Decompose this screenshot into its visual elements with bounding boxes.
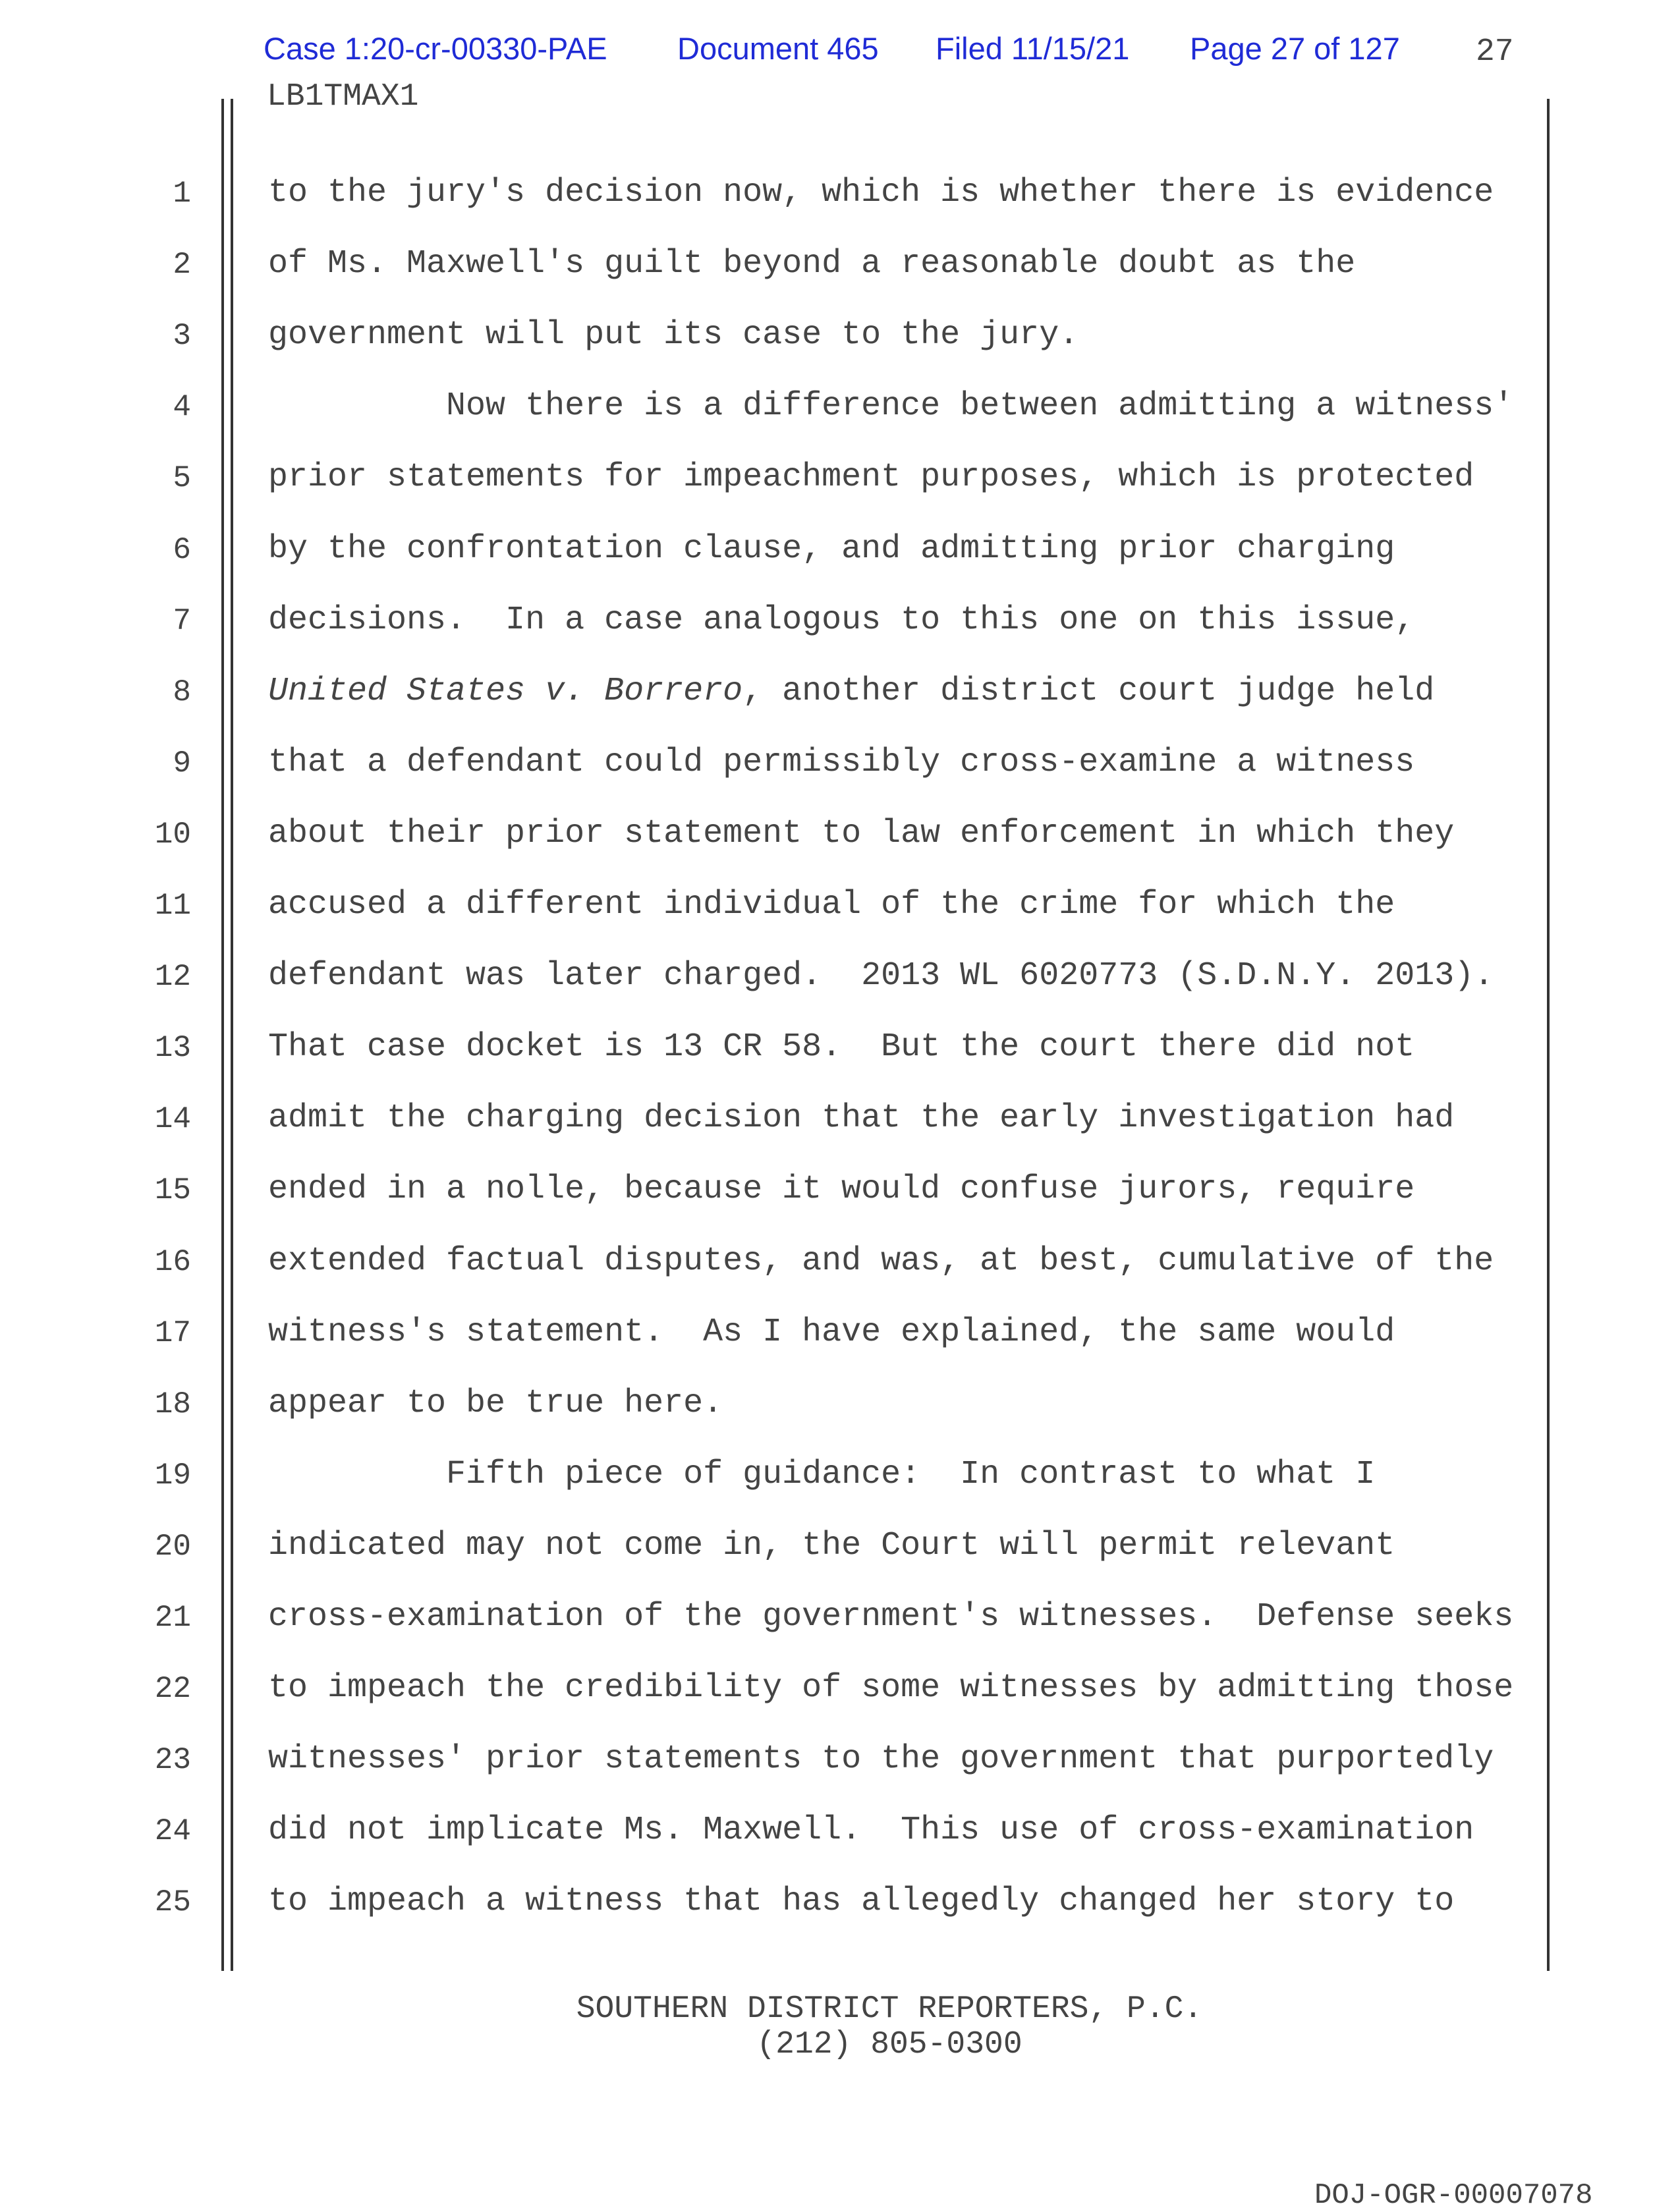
line-number: 7 [173,604,191,638]
transcript-line [268,673,1434,710]
transcript-line: accused a different individual of the crime for which the [268,886,1395,924]
transcript-case-id: LB1TMAX1 [267,79,419,115]
ecf-case-number: Case 1:20-cr-00330-PAE [264,31,607,66]
line-number: 19 [154,1458,191,1493]
line-number: 13 [154,1031,191,1065]
transcript-line: That case docket is 13 CR 58. But the court there did not [268,1028,1415,1066]
line-number: 14 [154,1102,191,1136]
transcript-line: by the confrontation clause, and admitting prior charging [268,530,1395,568]
line-number: 3 [173,319,191,353]
transcript-line: that a defendant could permissibly cross-examine a witness [268,744,1415,781]
transcript-line: defendant was later charged. 2013 WL 6020773 (S.D.N.Y. 2013). [268,957,1494,995]
line-number: 24 [154,1814,191,1848]
right-margin-rule [1547,99,1550,1971]
transcript-line: government will put its case to the jury. [268,316,1079,354]
line-number: 16 [154,1245,191,1279]
transcript-line: about their prior statement to law enforcement in which they [268,815,1455,852]
left-margin-rule-inner [231,99,233,1971]
line-number: 15 [154,1173,191,1207]
line-number: 22 [154,1672,191,1706]
transcript-line: cross-examination of the government's witnesses. Defense seeks [268,1598,1514,1636]
bates-number: DOJ-OGR-00007078 [1314,2179,1593,2212]
line-number: 20 [154,1530,191,1564]
left-margin-rule-outer [221,99,224,1971]
transcript-line: decisions. In a case analogous to this one on this issue, [268,601,1415,639]
line-number: 9 [173,746,191,781]
transcript-line: admit the charging decision that the early investigation had [268,1099,1455,1137]
transcript-line: ended in a nolle, because it would confuse jurors, require [268,1171,1415,1208]
line-number: 8 [173,675,191,709]
footer-phone: (212) 805-0300 [756,2027,1022,2062]
line-number: 10 [154,817,191,852]
line-number: 11 [154,889,191,923]
case-citation: United States v. Borrero [268,673,743,710]
transcript-line: Fifth piece of guidance: In contrast to what I [268,1456,1376,1493]
transcript-line: indicated may not come in, the Court will permit relevant [268,1527,1395,1564]
ecf-filed-date: Filed 11/15/21 [936,31,1130,66]
transcript-line: prior statements for impeachment purposes, which is protected [268,458,1474,496]
line-number: 23 [154,1743,191,1777]
line-number: 21 [154,1601,191,1635]
transcript-line: witness's statement. As I have explained, the same would [268,1313,1395,1351]
line-number: 17 [154,1316,191,1350]
line-number: 5 [173,461,191,495]
transcript-line: to impeach a witness that has allegedly changed her story to [268,1883,1455,1920]
line-number: 2 [173,248,191,282]
ecf-page-count: Page 27 of 127 [1190,31,1400,66]
transcript-line: to impeach the credibility of some witnesses by admitting those [268,1669,1514,1707]
transcript-line: to the jury's decision now, which is whether there is evidence [268,174,1494,211]
transcript-page-number: 27 [1476,34,1514,70]
transcript-line: did not implicate Ms. Maxwell. This use of cross-examination [268,1811,1474,1849]
line-number: 12 [154,960,191,994]
transcript-line-text: , another district court judge held [742,673,1435,710]
transcript-line: of Ms. Maxwell's guilt beyond a reasonable doubt as the [268,245,1356,283]
line-number: 1 [173,177,191,211]
transcript-line: appear to be true here. [268,1385,723,1422]
transcript-line: Now there is a difference between admitting a witness' [268,387,1514,425]
line-number: 4 [173,390,191,424]
line-number: 6 [173,533,191,567]
line-number: 25 [154,1885,191,1920]
line-number: 18 [154,1387,191,1422]
transcript-line: extended factual disputes, and was, at best, cumulative of the [268,1242,1494,1280]
ecf-document-number: Document 465 [677,31,879,66]
transcript-line: witnesses' prior statements to the government that purportedly [268,1740,1494,1778]
footer-reporter: SOUTHERN DISTRICT REPORTERS, P.C. [576,1991,1203,2027]
